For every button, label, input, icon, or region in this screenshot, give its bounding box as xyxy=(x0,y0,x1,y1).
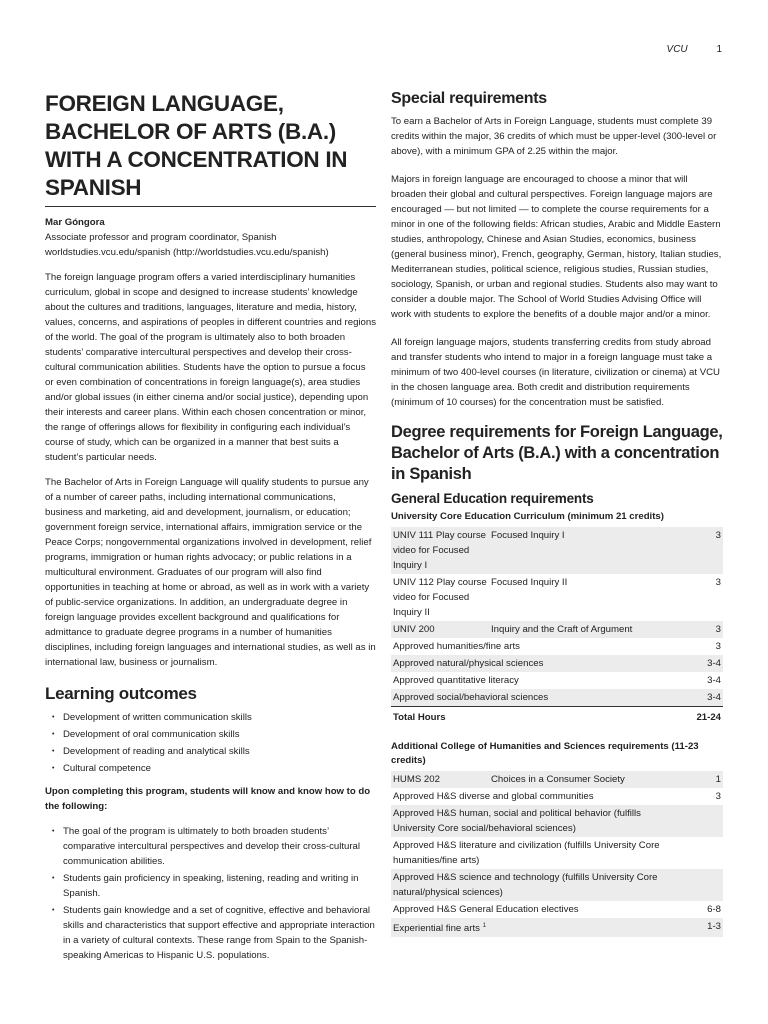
table-row xyxy=(391,869,723,901)
table-row xyxy=(391,638,723,655)
course-code[interactable]: UNIV 200 xyxy=(391,621,489,638)
table-row xyxy=(391,574,723,621)
course-credits: 3 xyxy=(679,621,723,638)
core-requirements-table xyxy=(391,527,723,726)
special-paragraph-1: To earn a Bachelor of Arts in Foreign Language, students must complete 39 credits within the major, 36 credits of which must be upper-level (300-level or above), with a minimum GPA of 2.25 within the major. xyxy=(391,116,717,157)
course-credits: 3 xyxy=(715,641,721,652)
page-title: FOREIGN LANGUAGE, BACHELOR OF ARTS (B.A.) WITH A CONCENTRATION IN SPANISH xyxy=(45,90,376,207)
total-row xyxy=(391,707,723,727)
course-credits xyxy=(679,837,723,869)
special-paragraph-2: Majors in foreign language are encouraged to choose a minor that will broaden their global and cultural perspectives. Foreign language majors are encouraged — but not limited — to complete the course requirements for a minor in one of the following fields: African studies, Arabic and Middle Eastern studies, anthropology, Chinese and Asian Studies, economics, business (general business minor), French, geography, German, history, Italian studies, Mediterranean studies, political science, religious studies, Russian studies, sociology, Spanish, or urban and regional studies. Students also may want to consider a double major. The School of World Studies Advising Office will work with students to explore the benefits of a double major and/or a minor. xyxy=(391,174,722,320)
chs-table-caption: Additional College of Humanities and Sciences requirements (11-23 credits) xyxy=(391,741,699,766)
requirement-name: Approved H&S human, social and political behavior (fulfills University Core social/behavioral sciences) xyxy=(391,805,679,837)
table-row xyxy=(391,805,723,837)
intro-paragraph-2: The Bachelor of Arts in Foreign Language will qualify students to pursue any of a number of career paths, including international communications, business and marketing, aid and development, journalism, or education; government foreign service, international affairs, immigration service or the Peace Corps; nongovernmental organizations involved in development, relief programs, immigration or human rights advocacy; or public relations in a multicultural environment. Graduates of our program will also find opportunities in teaching at home or abroad, as well as in work with a variety of public-service organizations. In addition, an undergraduate degree in foreign language provides excellent background and qualifications for admittance to graduate degree programs in a number of humanities disciplines, including foreign languages and international studies, as well as in international law, business or journalism. xyxy=(45,477,376,668)
course-code[interactable]: UNIV 111 Play course video for Focused Inquiry I xyxy=(391,527,489,574)
left-column xyxy=(45,90,376,965)
requirement-name: Approved H&S literature and civilization (fulfills University Core humanities/fine arts) xyxy=(393,840,660,866)
table-row xyxy=(391,918,723,937)
list-item: • Development of written communication skills xyxy=(63,710,376,725)
course-credits: 3-4 xyxy=(679,655,723,672)
total-credits: 21-24 xyxy=(679,707,723,727)
requirement-name: Approved humanities/fine arts xyxy=(393,641,520,652)
course-credits xyxy=(679,869,723,901)
total-label: Total Hours xyxy=(391,707,679,727)
requirement-name: Approved H&S General Education electives xyxy=(393,904,579,915)
page-header xyxy=(667,44,722,55)
core-table-caption: University Core Education Curriculum (minimum 21 credits) xyxy=(391,511,664,522)
course-title: Inquiry and the Craft of Argument xyxy=(489,621,679,638)
course-credits: 3-4 xyxy=(679,689,723,707)
course-credits: 3 xyxy=(715,791,721,802)
requirement-name: Experiential fine arts xyxy=(393,923,480,935)
page-number: 1 xyxy=(716,44,722,55)
course-title: Focused Inquiry II xyxy=(491,577,568,588)
know-list xyxy=(45,824,376,963)
list-item: • Development of oral communication skills xyxy=(63,727,376,742)
table-row xyxy=(391,837,723,869)
requirement-name: Approved natural/physical sciences xyxy=(391,655,679,672)
table-row xyxy=(391,901,723,918)
course-title: Choices in a Consumer Society xyxy=(489,771,679,788)
table-row xyxy=(391,672,723,689)
requirement-name: Approved H&S science and technology (fulfills University Core natural/physical sciences) xyxy=(391,869,679,901)
table-row xyxy=(391,621,723,638)
course-credits: 3-4 xyxy=(707,675,721,686)
special-requirements-heading: Special requirements xyxy=(391,90,547,107)
table-row xyxy=(391,655,723,672)
list-item: • The goal of the program is ultimately to both broaden students’ comparative intercultural perspectives and develop their cross-cultural communication abilities. xyxy=(63,824,376,869)
table-row xyxy=(391,788,723,805)
course-code[interactable]: UNIV 112 Play course video for Focused Inquiry II xyxy=(393,577,487,618)
course-credits: 1-3 xyxy=(679,918,723,937)
course-credits: 6-8 xyxy=(707,904,721,915)
course-credits: 1 xyxy=(679,771,723,788)
table-row xyxy=(391,689,723,707)
list-item: • Cultural competence xyxy=(63,761,376,776)
author-name: Mar Góngora xyxy=(45,217,105,228)
requirement-name: Approved quantitative literacy xyxy=(393,675,519,686)
requirement-name: Approved social/behavioral sciences xyxy=(391,689,679,707)
header-site: VCU xyxy=(666,44,688,55)
course-title: Focused Inquiry I xyxy=(489,527,679,574)
intro-paragraph-1: The foreign language program offers a varied interdisciplinary humanities curriculum, global in scope and designed to increase students’ knowledge about the cultures and traditions, languages, literature and media, history, values, concerns, and aspirations of peoples in different countries and regions of the world. The goal of the program is ultimately also to both broaden students’ comparative intercultural perspectives and develop their cross-cultural communication abilities. Students have the option to pursue a focus or even combination of concentrations in foreign language(s), area studies and/or global issues (in either cinema and/or social justice), depending upon their interests and career plans. Within each chosen concentration or minor, the range of offerings allows for flexibility in configuring each individual’s course of study, which can be organized in a manner that best suits a student’s particular needs. xyxy=(45,272,377,463)
course-credits: 3 xyxy=(679,527,723,574)
list-item: • Development of reading and analytical skills xyxy=(63,744,376,759)
chs-requirements-table xyxy=(391,771,723,937)
outcomes-heading: Learning outcomes xyxy=(45,684,197,703)
gen-ed-heading: General Education requirements xyxy=(391,491,594,506)
author-role: Associate professor and program coordinator, Spanish xyxy=(45,232,277,243)
table-row xyxy=(391,771,723,788)
special-paragraph-3: All foreign language majors, students transferring credits from study abroad and transfer students who intend to major in a foreign language must take a minimum of two 400-level courses (in literature, civilization or cinema) at VCU in the chosen language area. Both credit and distribution requirements (minimum of 10 courses) for the concentration must be satisfied. xyxy=(391,337,720,408)
outcomes-list xyxy=(45,710,376,776)
course-credits xyxy=(679,805,723,837)
right-column xyxy=(391,90,723,937)
footnote-marker[interactable]: 1 xyxy=(482,923,486,929)
course-code[interactable]: HUMS 202 xyxy=(391,771,489,788)
list-item: • Students gain knowledge and a set of cognitive, effective and behavioral skills and characteristics that support effective and appropriate interaction in a variety of cultural contexts. These range from Spain to the Spanish-speaking Americas to Hispanic U.S. populations. xyxy=(63,903,376,963)
table-row xyxy=(391,527,723,574)
course-credits: 3 xyxy=(715,577,721,588)
upon-completing-text: Upon completing this program, students will know and know how to do the following: xyxy=(45,786,371,812)
degree-requirements-heading: Degree requirements for Foreign Language, Bachelor of Arts (B.A.) with a concentration in Spanish xyxy=(391,423,723,483)
requirement-name: Approved H&S diverse and global communities xyxy=(393,791,594,802)
list-item: • Students gain proficiency in speaking, listening, reading and writing in Spanish. xyxy=(63,871,376,901)
author-link[interactable]: worldstudies.vcu.edu/spanish (http://worldstudies.vcu.edu/spanish) xyxy=(45,247,329,258)
requirement-name-cell xyxy=(391,918,679,937)
